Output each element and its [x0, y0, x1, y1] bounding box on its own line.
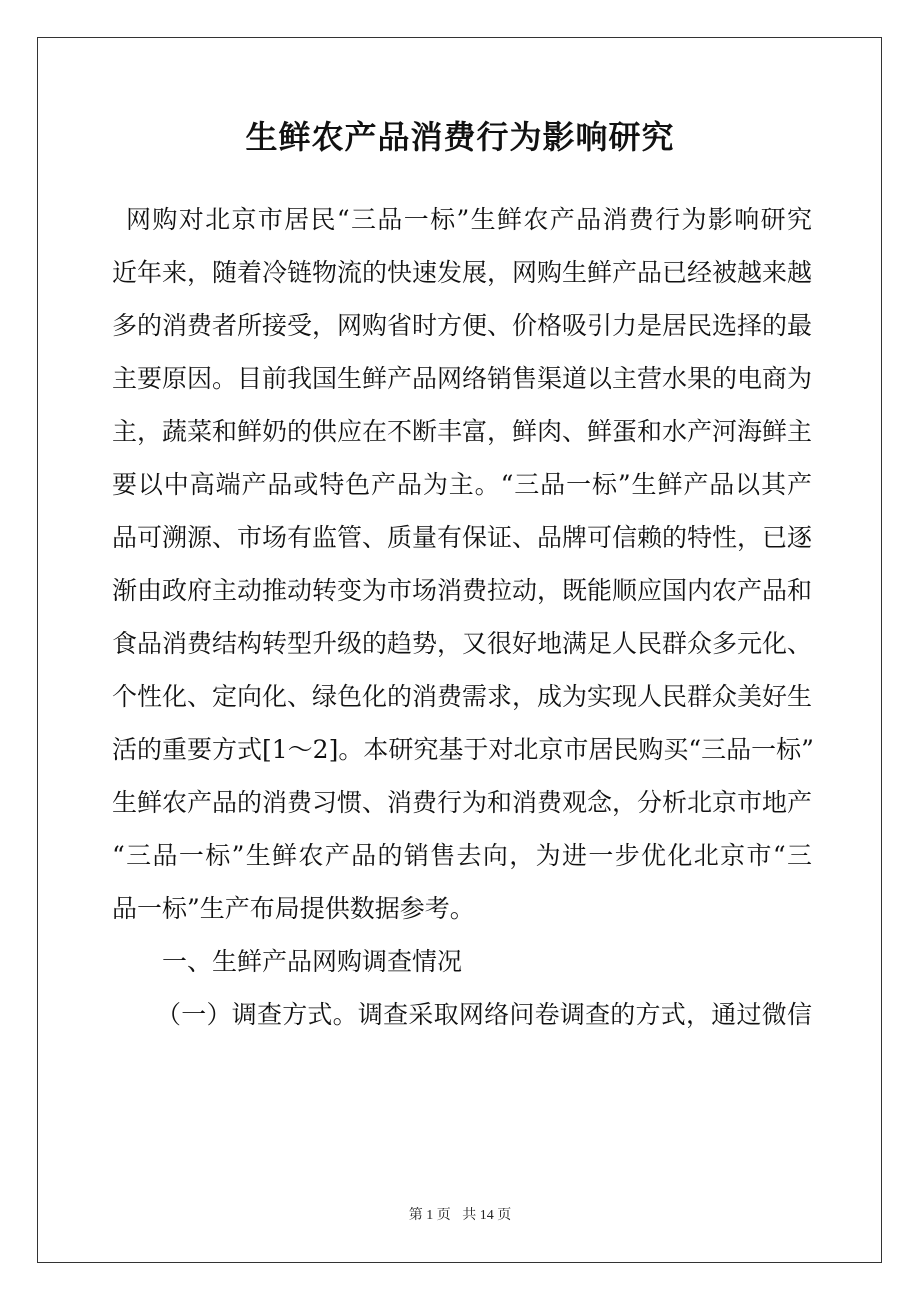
section-heading: 一、生鲜产品网购调查情况 — [162, 947, 463, 976]
paragraph-line: 活的重要方式[1～2]。本研究基于对北京市居民购买“三品一标” — [112, 735, 814, 764]
paragraph-line: 主，蔬菜和鲜奶的供应在不断丰富，鲜肉、鲜蛋和水产河海鲜主 — [112, 417, 813, 446]
document-title: 生鲜农产品消费行为影响研究 — [245, 118, 675, 156]
paragraph-line: 食品消费结构转型升级的趋势，又很好地满足人民群众多元化、 — [112, 629, 813, 658]
subsection-line: （一）调查方式。调查采取网络问卷调查的方式，通过微信 — [156, 1000, 812, 1029]
document-body — [112, 193, 812, 1041]
paragraph-line: “三品一标”生鲜农产品的销售去向，为进一步优化北京市“三 — [112, 841, 812, 870]
paragraph-line: 个性化、定向化、绿色化的消费需求，成为实现人民群众美好生 — [112, 682, 813, 711]
paragraph-line: 生鲜农产品的消费习惯、消费行为和消费观念，分析北京市地产 — [112, 788, 813, 817]
page-footer — [0, 1204, 920, 1224]
page-number: 第 1 页 — [408, 1208, 451, 1223]
paragraph-line: 品一标”生产布局提供数据参考。 — [112, 894, 475, 923]
paragraph-line: 网购对北京市居民“三品一标”生鲜农产品消费行为影响研究 — [126, 205, 812, 234]
paragraph-line: 多的消费者所接受，网购省时方便、价格吸引力是居民选择的最 — [112, 311, 813, 340]
paragraph-line: 近年来，随着冷链物流的快速发展，网购生鲜产品已经被越来越 — [112, 258, 813, 287]
paragraph-line: 渐由政府主动推动转变为市场消费拉动，既能顺应国内农产品和 — [112, 576, 813, 605]
page-total: 共 14 页 — [462, 1208, 512, 1223]
paragraph-line: 品可溯源、市场有监管、质量有保证、品牌可信赖的特性，已逐 — [112, 523, 813, 552]
paragraph-line: 主要原因。目前我国生鲜产品网络销售渠道以主营水果的电商为 — [112, 364, 813, 393]
paragraph-line: 要以中高端产品或特色产品为主。“三品一标”生鲜产品以其产 — [112, 470, 812, 499]
